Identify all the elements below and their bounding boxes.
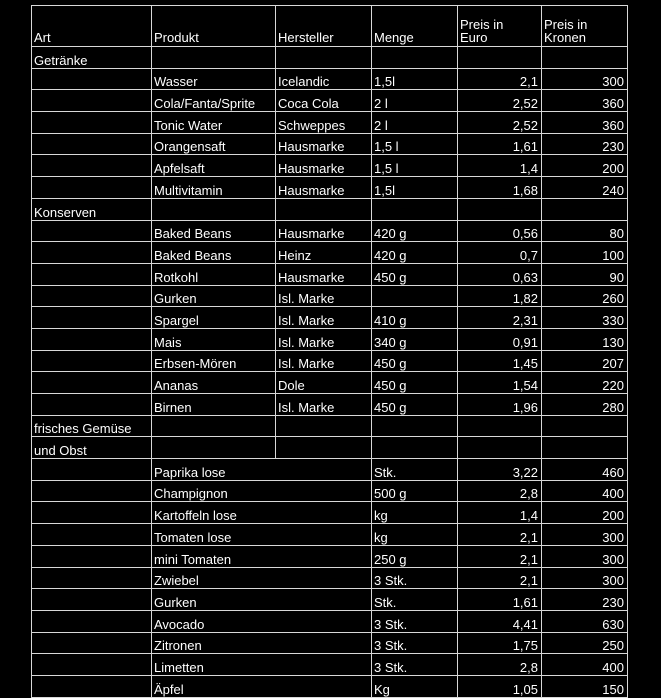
preis-kronen-cell: 360 [542, 90, 628, 112]
menge-cell: 2 l [372, 90, 458, 112]
menge-cell: Stk. [372, 589, 458, 611]
produkt-cell: Rotkohl [152, 263, 276, 285]
header-produkt: Produkt [152, 6, 276, 47]
preis-kronen-cell: 630 [542, 610, 628, 632]
preis-euro-cell: 2,1 [458, 545, 542, 567]
empty-cell [458, 198, 542, 220]
empty-cell [542, 198, 628, 220]
art-cell [32, 220, 152, 242]
hersteller-cell: Hausmarke [276, 155, 372, 177]
preis-euro-cell: 1,61 [458, 589, 542, 611]
hersteller-cell [276, 632, 372, 654]
menge-cell: kg [372, 524, 458, 546]
category-row [32, 47, 628, 69]
empty-cell [152, 415, 276, 437]
hersteller-cell [276, 524, 372, 546]
preis-kronen-cell: 250 [542, 632, 628, 654]
preis-euro-cell: 1,4 [458, 502, 542, 524]
preis-kronen-cell: 300 [542, 524, 628, 546]
produkt-cell: Baked Beans [152, 220, 276, 242]
empty-cell [372, 415, 458, 437]
preis-euro-cell: 1,75 [458, 632, 542, 654]
empty-cell [152, 437, 276, 459]
table-row [32, 459, 628, 481]
category-label: Getränke [32, 47, 152, 69]
preis-kronen-cell: 90 [542, 263, 628, 285]
produkt-cell: Kartoffeln lose [152, 502, 276, 524]
art-cell [32, 394, 152, 416]
preis-euro-cell: 1,45 [458, 350, 542, 372]
preis-kronen-cell: 300 [542, 68, 628, 90]
hersteller-cell [276, 675, 372, 697]
table-row [32, 632, 628, 654]
table-row [32, 263, 628, 285]
produkt-cell: Avocado [152, 610, 276, 632]
produkt-cell: Multivitamin [152, 177, 276, 199]
preis-euro-cell: 2,1 [458, 524, 542, 546]
art-cell [32, 112, 152, 134]
category-row [32, 198, 628, 220]
table-row [32, 155, 628, 177]
preis-euro-cell: 1,05 [458, 675, 542, 697]
table-row [32, 112, 628, 134]
price-table [31, 5, 628, 698]
produkt-cell: Erbsen-Mören [152, 350, 276, 372]
table-row [32, 68, 628, 90]
empty-cell [458, 415, 542, 437]
menge-cell: 450 g [372, 372, 458, 394]
hersteller-cell [276, 567, 372, 589]
art-cell [32, 480, 152, 502]
preis-kronen-cell: 130 [542, 328, 628, 350]
art-cell [32, 68, 152, 90]
art-cell [32, 524, 152, 546]
preis-kronen-cell: 300 [542, 545, 628, 567]
art-cell [32, 263, 152, 285]
art-cell [32, 133, 152, 155]
hersteller-cell [276, 610, 372, 632]
menge-cell: 420 g [372, 220, 458, 242]
preis-kronen-cell: 100 [542, 242, 628, 264]
hersteller-cell [276, 589, 372, 611]
hersteller-cell: Dole [276, 372, 372, 394]
preis-euro-cell: 1,61 [458, 133, 542, 155]
header-menge: Menge [372, 6, 458, 47]
empty-cell [542, 437, 628, 459]
preis-euro-cell: 2,1 [458, 567, 542, 589]
art-cell [32, 610, 152, 632]
table-row [32, 480, 628, 502]
empty-cell [152, 47, 276, 69]
art-cell [32, 155, 152, 177]
table-row [32, 502, 628, 524]
preis-euro-cell: 2,52 [458, 112, 542, 134]
produkt-cell: Mais [152, 328, 276, 350]
menge-cell [372, 285, 458, 307]
preis-euro-cell: 2,8 [458, 654, 542, 676]
hersteller-cell: Hausmarke [276, 177, 372, 199]
empty-cell [458, 437, 542, 459]
preis-kronen-cell: 330 [542, 307, 628, 329]
art-cell [32, 502, 152, 524]
preis-kronen-cell: 260 [542, 285, 628, 307]
preis-kronen-cell: 150 [542, 675, 628, 697]
empty-cell [276, 437, 372, 459]
preis-euro-cell: 1,82 [458, 285, 542, 307]
table-row [32, 90, 628, 112]
table-row [32, 307, 628, 329]
produkt-cell: Zitronen [152, 632, 276, 654]
preis-euro-cell: 2,52 [458, 90, 542, 112]
preis-kronen-cell: 207 [542, 350, 628, 372]
preis-kronen-cell: 400 [542, 654, 628, 676]
table-row [32, 220, 628, 242]
art-cell [32, 589, 152, 611]
art-cell [32, 285, 152, 307]
art-cell [32, 459, 152, 481]
header-art: Art [32, 6, 152, 47]
empty-cell [152, 198, 276, 220]
empty-cell [372, 437, 458, 459]
hersteller-cell [276, 459, 372, 481]
category-row [32, 437, 628, 459]
empty-cell [276, 47, 372, 69]
art-cell [32, 307, 152, 329]
produkt-cell: Orangensaft [152, 133, 276, 155]
art-cell [32, 632, 152, 654]
produkt-cell: Gurken [152, 285, 276, 307]
produkt-cell: Tonic Water [152, 112, 276, 134]
hersteller-cell: Isl. Marke [276, 285, 372, 307]
art-cell [32, 567, 152, 589]
empty-cell [276, 415, 372, 437]
hersteller-cell: Isl. Marke [276, 307, 372, 329]
preis-euro-cell: 2,1 [458, 68, 542, 90]
table-row [32, 654, 628, 676]
hersteller-cell: Icelandic [276, 68, 372, 90]
table-row [32, 133, 628, 155]
preis-euro-cell: 2,8 [458, 480, 542, 502]
table-row [32, 285, 628, 307]
produkt-cell: Baked Beans [152, 242, 276, 264]
menge-cell: 3 Stk. [372, 654, 458, 676]
produkt-cell: Paprika lose [152, 459, 276, 481]
preis-euro-cell: 1,96 [458, 394, 542, 416]
hersteller-cell: Isl. Marke [276, 394, 372, 416]
menge-cell: 450 g [372, 394, 458, 416]
preis-euro-cell: 1,54 [458, 372, 542, 394]
preis-kronen-cell: 280 [542, 394, 628, 416]
menge-cell: 3 Stk. [372, 632, 458, 654]
preis-kronen-cell: 240 [542, 177, 628, 199]
hersteller-cell: Schweppes [276, 112, 372, 134]
table-row [32, 675, 628, 697]
preis-euro-cell: 0,56 [458, 220, 542, 242]
menge-cell: 500 g [372, 480, 458, 502]
produkt-cell: Spargel [152, 307, 276, 329]
art-cell [32, 242, 152, 264]
menge-cell: 420 g [372, 242, 458, 264]
menge-cell: 340 g [372, 328, 458, 350]
hersteller-cell [276, 480, 372, 502]
preis-kronen-cell: 230 [542, 589, 628, 611]
art-cell [32, 372, 152, 394]
produkt-cell: Äpfel [152, 675, 276, 697]
empty-cell [542, 47, 628, 69]
menge-cell: Kg [372, 675, 458, 697]
art-cell [32, 675, 152, 697]
hersteller-cell: Isl. Marke [276, 350, 372, 372]
table-row [32, 350, 628, 372]
hersteller-cell: Hausmarke [276, 220, 372, 242]
art-cell [32, 90, 152, 112]
category-label: Konserven [32, 198, 152, 220]
table-row [32, 328, 628, 350]
produkt-cell: Zwiebel [152, 567, 276, 589]
table-row [32, 524, 628, 546]
table-row [32, 589, 628, 611]
menge-cell: 3 Stk. [372, 610, 458, 632]
header-preis-euro: Preis in Euro [458, 6, 542, 47]
category-row [32, 415, 628, 437]
art-cell [32, 654, 152, 676]
empty-cell [276, 198, 372, 220]
hersteller-cell: Coca Cola [276, 90, 372, 112]
menge-cell: Stk. [372, 459, 458, 481]
produkt-cell: mini Tomaten [152, 545, 276, 567]
header-row [32, 6, 628, 47]
preis-euro-cell: 0,7 [458, 242, 542, 264]
art-cell [32, 350, 152, 372]
preis-euro-cell: 0,91 [458, 328, 542, 350]
menge-cell: 1,5 l [372, 155, 458, 177]
preis-kronen-cell: 460 [542, 459, 628, 481]
art-cell [32, 177, 152, 199]
hersteller-cell [276, 502, 372, 524]
preis-euro-cell: 1,68 [458, 177, 542, 199]
preis-euro-cell: 2,31 [458, 307, 542, 329]
table-row [32, 567, 628, 589]
preis-kronen-cell: 300 [542, 567, 628, 589]
table-row [32, 242, 628, 264]
produkt-cell: Tomaten lose [152, 524, 276, 546]
category-label: und Obst [32, 437, 152, 459]
preis-euro-cell: 0,63 [458, 263, 542, 285]
header-preis-kronen: Preis in Kronen [542, 6, 628, 47]
hersteller-cell [276, 654, 372, 676]
empty-cell [372, 198, 458, 220]
hersteller-cell: Heinz [276, 242, 372, 264]
hersteller-cell [276, 545, 372, 567]
art-cell [32, 328, 152, 350]
menge-cell: 1,5l [372, 68, 458, 90]
hersteller-cell: Hausmarke [276, 263, 372, 285]
menge-cell: 1,5 l [372, 133, 458, 155]
preis-kronen-cell: 200 [542, 155, 628, 177]
produkt-cell: Wasser [152, 68, 276, 90]
menge-cell: 410 g [372, 307, 458, 329]
menge-cell: 2 l [372, 112, 458, 134]
preis-kronen-cell: 200 [542, 502, 628, 524]
produkt-cell: Gurken [152, 589, 276, 611]
menge-cell: 1,5l [372, 177, 458, 199]
menge-cell: kg [372, 502, 458, 524]
table-row [32, 372, 628, 394]
table-row [32, 545, 628, 567]
art-cell [32, 545, 152, 567]
menge-cell: 250 g [372, 545, 458, 567]
menge-cell: 450 g [372, 350, 458, 372]
produkt-cell: Apfelsaft [152, 155, 276, 177]
empty-cell [458, 47, 542, 69]
preis-kronen-cell: 230 [542, 133, 628, 155]
header-hersteller: Hersteller [276, 6, 372, 47]
table-row [32, 177, 628, 199]
produkt-cell: Ananas [152, 372, 276, 394]
produkt-cell: Champignon [152, 480, 276, 502]
hersteller-cell: Hausmarke [276, 133, 372, 155]
preis-euro-cell: 4,41 [458, 610, 542, 632]
preis-kronen-cell: 400 [542, 480, 628, 502]
preis-kronen-cell: 360 [542, 112, 628, 134]
preis-kronen-cell: 220 [542, 372, 628, 394]
menge-cell: 450 g [372, 263, 458, 285]
produkt-cell: Cola/Fanta/Sprite [152, 90, 276, 112]
table-row [32, 394, 628, 416]
empty-cell [372, 47, 458, 69]
preis-kronen-cell: 80 [542, 220, 628, 242]
menge-cell: 3 Stk. [372, 567, 458, 589]
preis-euro-cell: 3,22 [458, 459, 542, 481]
produkt-cell: Limetten [152, 654, 276, 676]
preis-euro-cell: 1,4 [458, 155, 542, 177]
empty-cell [542, 415, 628, 437]
hersteller-cell: Isl. Marke [276, 328, 372, 350]
produkt-cell: Birnen [152, 394, 276, 416]
table-row [32, 610, 628, 632]
category-label: frisches Gemüse [32, 415, 152, 437]
